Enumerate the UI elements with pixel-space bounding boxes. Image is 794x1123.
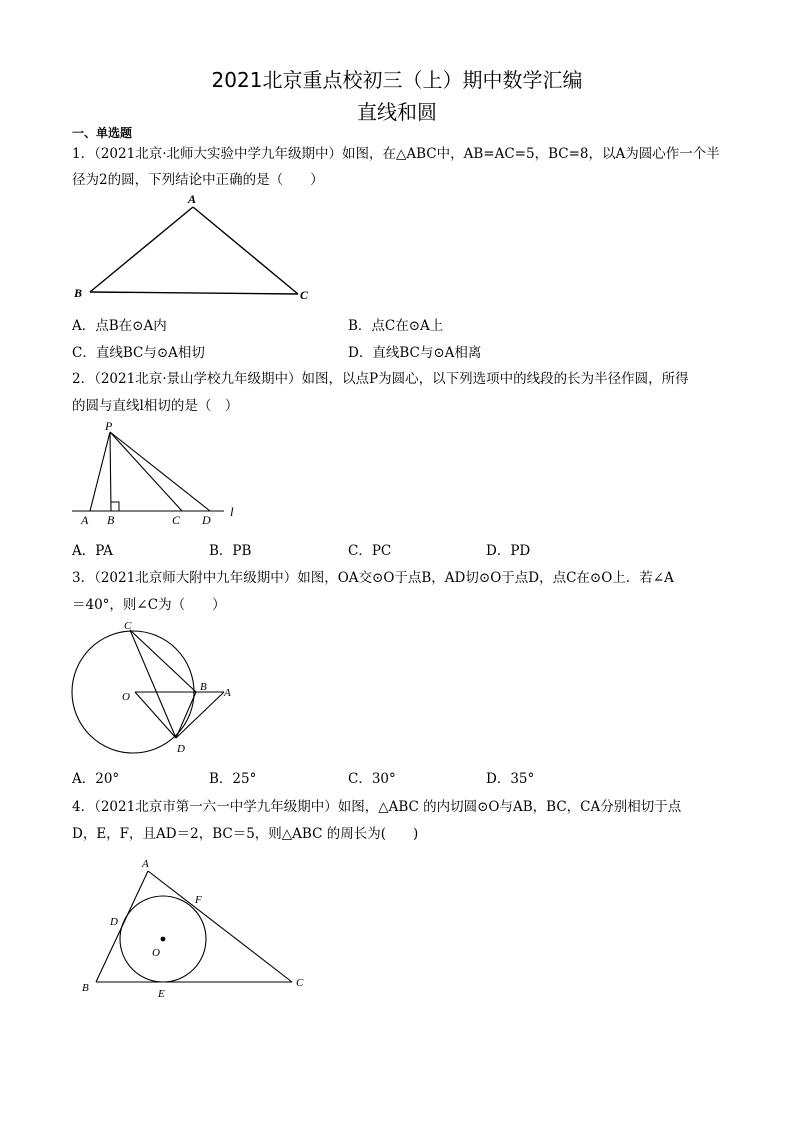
q2-text-line1: 2．（2021北京·景山学校九年级期中）如图，以点P为圆心，以下列选项中的线段的长为半径作圆，所得 [72,371,689,387]
q2-option-b[interactable]: B．PB [209,543,252,559]
q3-segment-od [135,692,176,738]
q2-label-p: P [105,419,113,433]
q3-label-b: B [200,681,207,693]
q3-segment-bd [176,692,196,738]
q4-edge-ac [148,871,292,982]
q4-label-d: D [110,916,118,928]
q1-triangle-figure [60,190,330,308]
q2-point-line-figure [64,418,254,530]
q1-text-line2: 径为2的圆，下列结论中正确的是（ ） [72,172,324,188]
q2-label-l: l [230,504,234,519]
q4-label-f: F [195,894,202,906]
q2-text-line2: 的圆与直线l相切的是（ ） [72,398,239,414]
q2-segment-pb [110,432,111,511]
q3-label-c: C [124,620,132,632]
q4-label-a: A [142,858,149,870]
q3-option-b[interactable]: B．25° [209,771,257,787]
q3-option-c[interactable]: C．30° [348,771,396,787]
q2-label-a: A [81,513,89,527]
q4-label-o: O [152,947,160,959]
q1-edge-ab [90,207,193,292]
q1-edge-bc [90,292,298,294]
q2-label-b: B [107,513,115,527]
q3-label-a: A [224,687,231,699]
q3-circle-tangent-figure [64,616,254,764]
q3-segment-cd [130,630,176,738]
q4-text-line1: 4．（2021北京市第一六一中学九年级期中）如图，△ABC 的内切圆⊙O与AB，BC，CA分别相切于点 [72,799,682,815]
page-title: 2021北京重点校初三（上）期中数学汇编 [211,68,583,92]
q2-right-angle-mark [111,502,119,511]
q1-option-b[interactable]: B．点C在⊙A上 [348,318,444,334]
q1-edge-ac [193,207,298,294]
q1-option-a[interactable]: A．点B在⊙A内 [72,318,167,334]
q2-option-d[interactable]: D．PD [486,543,531,559]
q3-segment-ad [176,692,224,738]
q3-label-d: D [177,743,185,755]
q2-label-d: D [202,513,211,527]
q2-segment-pa [90,432,110,511]
q1-option-d[interactable]: D．直线BC与⊙A相离 [348,345,482,361]
q3-text-line1: 3．（2021北京师大附中九年级期中）如图，OA交⊙O于点B，AD切⊙O于点D，点C在⊙O上．若∠A [72,570,674,586]
q4-label-b: B [82,982,89,994]
q1-option-c[interactable]: C．直线BC与⊙A相切 [72,345,205,361]
q2-segment-pd [110,432,210,511]
q3-label-o: O [122,691,130,703]
q1-label-c: C [300,288,309,302]
q2-label-c: C [172,513,181,527]
q2-segment-pc [110,432,182,511]
section-heading: 一、单选题 [72,126,133,140]
q4-text-line2: D，E，F，且AD＝2，BC＝5，则△ABC 的周长为( ) [72,826,419,842]
page-subtitle: 直线和圆 [357,100,437,124]
q1-text-line1: 1．（2021北京·北师大实验中学九年级期中）如图，在△ABC中，AB=AC=5，BC=8，以A为圆心作一个半 [72,146,720,162]
q3-option-d[interactable]: D．35° [486,771,535,787]
q3-text-line2: ＝40°，则∠C为（ ） [72,597,226,613]
q1-label-a: A [188,192,197,206]
q4-label-c: C [296,977,304,989]
q4-label-e: E [158,988,165,1000]
q4-center-dot [161,937,166,942]
q3-option-a[interactable]: A．20° [72,771,120,787]
q2-option-a[interactable]: A．PA [72,543,113,559]
q2-option-c[interactable]: C．PC [348,543,392,559]
q4-incircle-figure [70,852,320,1002]
q1-label-b: B [74,286,83,300]
